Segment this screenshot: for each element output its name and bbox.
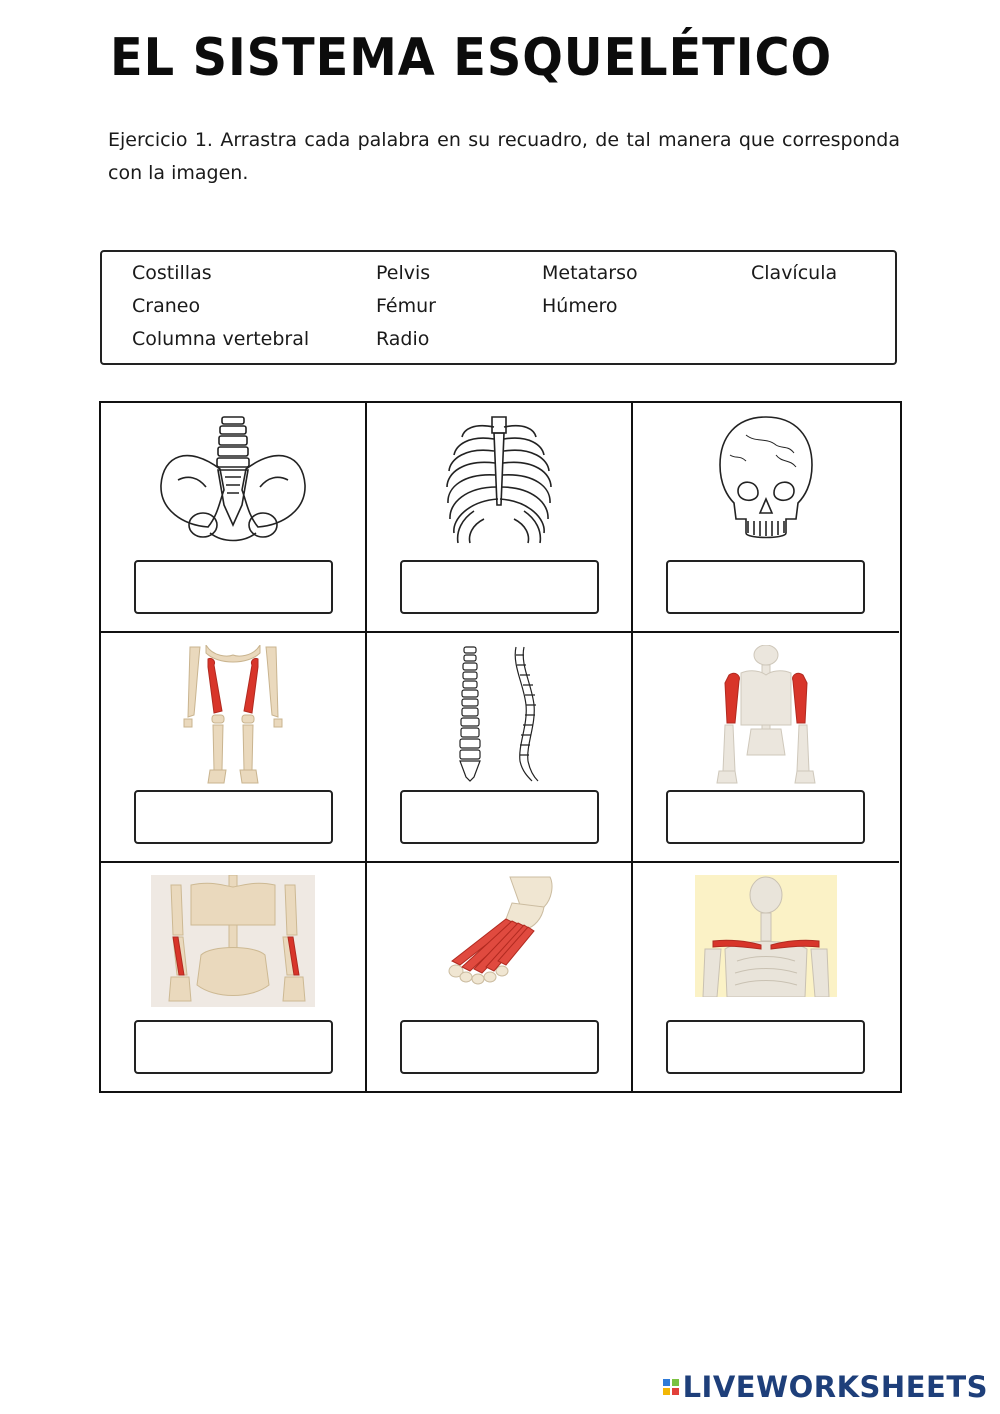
answer-box[interactable]: [666, 560, 865, 614]
grid-cell: [367, 403, 633, 633]
spine-illustration: [454, 645, 544, 785]
radius-highlight-image: [151, 875, 315, 1007]
femur-highlight-image: [178, 645, 288, 785]
metatarsal-highlight-image: [440, 875, 558, 987]
ribcage-illustration: [444, 415, 554, 545]
word-costillas[interactable]: Costillas: [132, 262, 212, 284]
liveworksheets-wordmark: LIVEWORKSHEETS: [682, 1370, 988, 1404]
answer-box[interactable]: [666, 1020, 865, 1074]
answer-box[interactable]: [400, 790, 599, 844]
humerus-highlight-image: [711, 645, 821, 785]
word-radio[interactable]: Radio: [376, 328, 430, 350]
answer-box[interactable]: [400, 1020, 599, 1074]
answer-box[interactable]: [400, 560, 599, 614]
grid-cell: [633, 633, 899, 863]
word-femur[interactable]: Fémur: [376, 295, 436, 317]
word-craneo[interactable]: Craneo: [132, 295, 201, 317]
grid-cell: [633, 863, 899, 1093]
word-humero[interactable]: Húmero: [542, 295, 618, 317]
pelvis-illustration: [158, 415, 308, 545]
clavicle-highlight-image: [695, 875, 837, 997]
grid-cell: [101, 403, 367, 633]
grid-cell: [101, 633, 367, 863]
word-clavicula[interactable]: Clavícula: [751, 262, 838, 284]
page-title: EL SISTEMA ESQUELÉTICO: [110, 28, 833, 88]
exercise-instructions: Ejercicio 1. Arrastra cada palabra en su recuadro, de tal manera que corresponda con la imagen.: [108, 129, 900, 184]
answer-box[interactable]: [134, 560, 333, 614]
word-metatarso[interactable]: Metatarso: [542, 262, 638, 284]
word-pelvis[interactable]: Pelvis: [376, 262, 431, 284]
answer-box[interactable]: [666, 790, 865, 844]
grid-cell: [367, 633, 633, 863]
grid-cell: [367, 863, 633, 1093]
answer-box[interactable]: [134, 790, 333, 844]
word-columna-vertebral[interactable]: Columna vertebral: [132, 328, 310, 350]
liveworksheets-logo: [663, 1370, 988, 1404]
grid-cell: [101, 863, 367, 1093]
skull-illustration: [716, 415, 816, 545]
liveworksheets-icon: [663, 1379, 679, 1395]
answer-box[interactable]: [134, 1020, 333, 1074]
word-bank: [100, 250, 897, 365]
matching-grid: [99, 401, 902, 1093]
grid-cell: [633, 403, 899, 633]
